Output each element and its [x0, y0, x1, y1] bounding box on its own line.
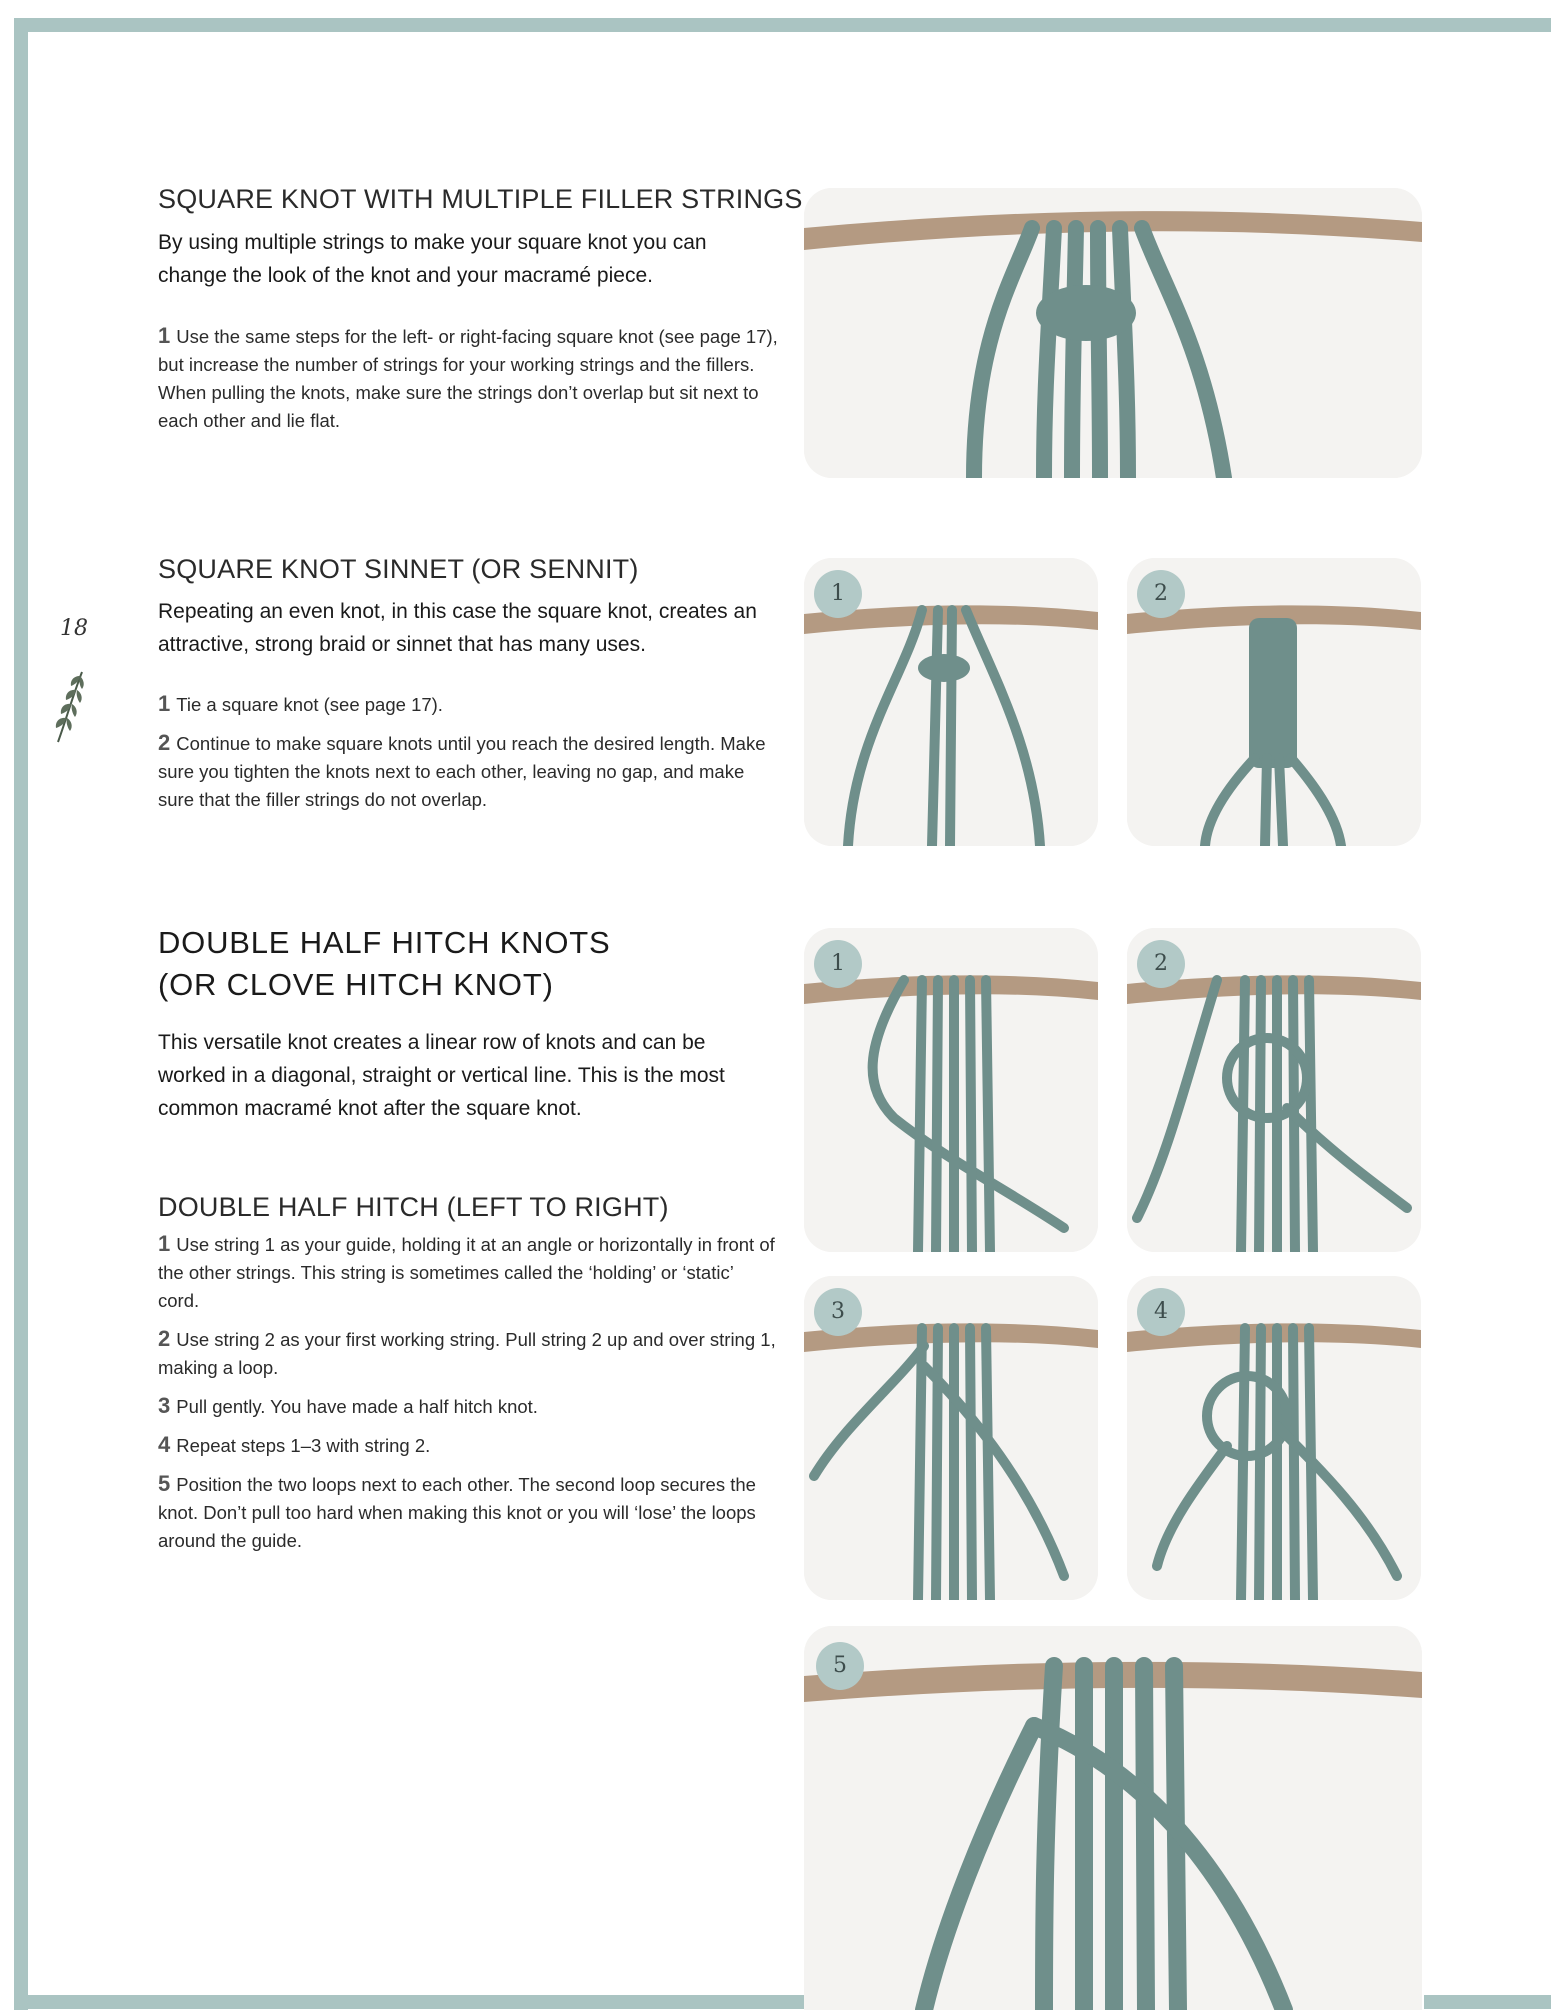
step-item [158, 1470, 778, 1555]
step-badge: 2 [1137, 570, 1185, 618]
photo-half-hitch-step-2 [1127, 928, 1421, 1252]
section-intro-double-half-hitch: This versatile knot creates a linear row of knots and can be worked in a diagonal, straight or vertical line. This is the most common macramé knot after the square knot. [158, 1031, 725, 1120]
page-number: 18 [60, 616, 88, 641]
photo-sinnet-step-2 [1127, 558, 1421, 846]
photo-half-hitch-step-4 [1127, 1276, 1421, 1600]
step-text: Position the two loops next to each other. The second loop secures the knot. Don’t pull too hard when making this knot or you will ‘lose’ the loops around the guide. [158, 1474, 756, 1551]
steps-sinnet [158, 690, 778, 824]
step-item [158, 729, 778, 814]
section-title-multiple-filler: SQUARE KNOT WITH MULTIPLE FILLER STRINGS [158, 184, 803, 214]
step-badge: 1 [814, 570, 862, 618]
steps-multiple-filler [158, 322, 778, 445]
step-item [158, 1230, 778, 1315]
photo-half-hitch-step-3 [804, 1276, 1098, 1600]
step-number: 1 [158, 691, 171, 716]
step-text: Tie a square knot (see page 17). [176, 694, 443, 715]
leaf-icon [50, 668, 90, 749]
page-frame-bottom-left [14, 1995, 804, 2009]
step-badge: 5 [816, 1642, 864, 1690]
photo-half-hitch-step-1 [804, 928, 1098, 1252]
step-number: 3 [158, 1393, 171, 1418]
step-item [158, 322, 778, 435]
step-badge: 1 [814, 940, 862, 988]
step-badge: 2 [1137, 940, 1185, 988]
photo-sinnet-step-1 [804, 558, 1098, 846]
steps-left-to-right [158, 1230, 778, 1565]
step-number: 2 [158, 730, 171, 755]
step-number: 4 [158, 1432, 171, 1457]
section-title-left-to-right: DOUBLE HALF HITCH (LEFT TO RIGHT) [158, 1192, 669, 1222]
step-text: Continue to make square knots until you reach the desired length. Make sure you tighten the knots next to each other, leaving no gap, and make sure that the filler strings do not overlap. [158, 733, 766, 810]
step-number: 2 [158, 1326, 171, 1351]
step-badge: 3 [814, 1288, 862, 1336]
page-frame-left [14, 18, 28, 2010]
step-item [158, 1325, 778, 1382]
step-number: 1 [158, 323, 171, 348]
step-number: 1 [158, 1231, 171, 1256]
step-item [158, 1392, 778, 1421]
section-intro-multiple-filler: By using multiple strings to make your square knot you can change the look of the knot and your macramé piece. [158, 231, 707, 287]
page-frame-top [14, 18, 1551, 32]
step-text: Use string 1 as your guide, holding it at an angle or horizontally in front of the other strings. This string is sometimes called the ‘holding’ or ‘static’ cord. [158, 1234, 775, 1311]
section-title-double-half-hitch-line2: (OR CLOVE HITCH KNOT) [158, 967, 554, 1002]
step-number: 5 [158, 1471, 171, 1496]
section-title-sinnet: SQUARE KNOT SINNET (OR SENNIT) [158, 554, 639, 584]
page-frame-bottom-right [1424, 1995, 1551, 2009]
step-text: Repeat steps 1–3 with string 2. [176, 1435, 431, 1456]
step-text: Use the same steps for the left- or right-facing square knot (see page 17), but increase the number of strings for your working strings and the fillers. When pulling the knots, make sure the strings don’t overlap but sit next to each other and lie flat. [158, 326, 778, 431]
step-item [158, 690, 778, 719]
section-intro-sinnet: Repeating an even knot, in this case the square knot, creates an attractive, strong braid or sinnet that has many uses. [158, 600, 757, 656]
section-title-double-half-hitch-line1: DOUBLE HALF HITCH KNOTS [158, 925, 611, 960]
step-badge: 4 [1137, 1288, 1185, 1336]
photo-square-knot-multiple-filler [804, 188, 1422, 478]
photo-half-hitch-step-5 [804, 1626, 1422, 2010]
step-text: Pull gently. You have made a half hitch knot. [176, 1396, 538, 1417]
step-text: Use string 2 as your first working string. Pull string 2 up and over string 1, making a loop. [158, 1329, 776, 1378]
step-item [158, 1431, 778, 1460]
